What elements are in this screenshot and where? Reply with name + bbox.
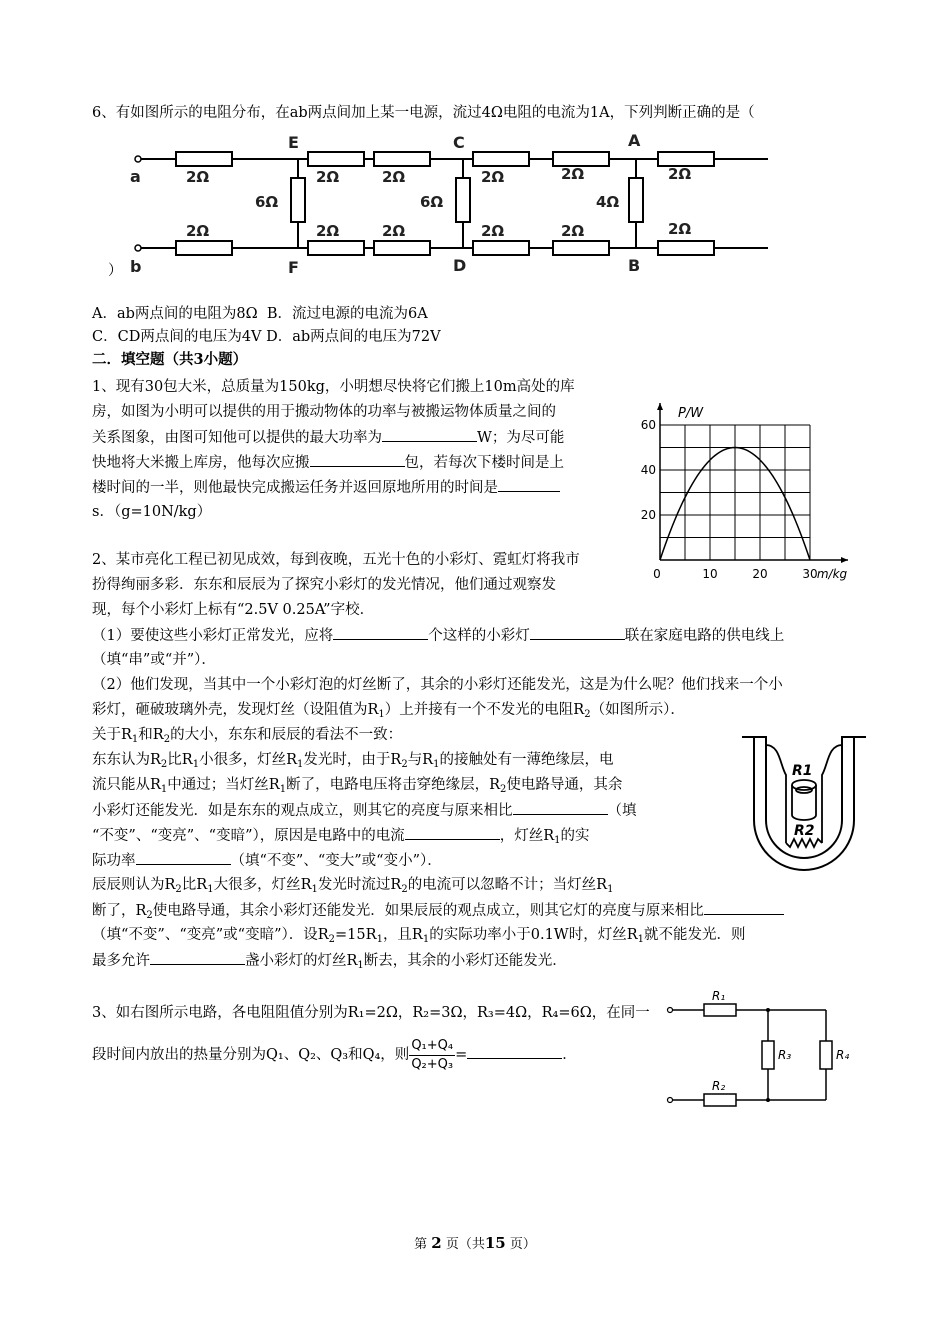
fig-label-r3: R₃ — [778, 1048, 792, 1062]
fraction: $\frac{\text{Q₁+Q₄}}{\text{Q₂+Q₃}}$ — [411, 1037, 454, 1072]
page-total: 15 — [484, 1234, 506, 1252]
fig-label-r1: R₁ — [712, 989, 726, 1003]
x-axis-arrow — [841, 557, 848, 563]
q2-line: “不变”、“变亮”、“变暗”），原因是电路中的电流 ，灯丝$R_1$的实 — [92, 825, 590, 846]
x-axis-label: m/kg — [816, 567, 848, 581]
x-tick-label: 20 — [752, 567, 768, 581]
x-tick-label: 30 — [802, 567, 818, 581]
resistor-label: 2Ω — [561, 222, 585, 240]
resistor-label: 2Ω — [561, 165, 585, 183]
resistor-label-6ohm: 6Ω — [420, 193, 444, 211]
node-d: D — [453, 256, 467, 275]
page-footer: 第 2 页（共15 页） — [414, 1234, 536, 1252]
q2-line: 辰辰则认为$R_2$比$R_1$大很多，灯丝$R_1$发光时流过$R_2$的电流可以忽略不计；当灯丝$R_1$ — [92, 877, 614, 895]
x-tick-label: 10 — [702, 567, 718, 581]
resistor-label: 2Ω — [382, 222, 406, 240]
resistor-label: 2Ω — [316, 222, 340, 240]
lamp-figure — [740, 735, 870, 885]
q1-line: s．（g=10N/kg） — [92, 504, 212, 520]
q6-circuit-figure — [128, 130, 773, 278]
answer-blank[interactable] — [405, 825, 500, 840]
q1-line: 关系图象，由图可知他可以提供的最大功率为 W；为尽可能 — [92, 427, 564, 448]
x-tick-label: 0 — [653, 567, 661, 581]
q2-line: （1）要使这些小彩灯正常发光，应将 个这样的小彩灯 联在家庭电路的供电线上 — [92, 625, 784, 646]
fig-label-r4: R₄ — [836, 1048, 850, 1062]
node-e: E — [288, 133, 299, 152]
node-b-upper: B — [628, 256, 641, 275]
resistor-label-6ohm: 6Ω — [255, 193, 279, 211]
answer-blank[interactable] — [150, 950, 245, 965]
q1-line: 1、现有30包大米，总质量为150kg，小明想尽快将它们搬上10m高处的库 — [92, 379, 575, 395]
q6-options-row2 — [92, 327, 441, 347]
y-axis-label: P/W — [678, 406, 704, 421]
answer-blank[interactable] — [333, 625, 428, 640]
q6-stem: 6、有如图所示的电阻分布，在ab两点间加上某一电源，流过4Ω电阻的电流为1A，下列判断正确的是（ — [92, 105, 755, 121]
q2-line: 最多允许 盏小彩灯的灯丝$R_1$断去，其余的小彩灯还能发光． — [92, 950, 567, 971]
q2-line: （填“不变”、“变亮”或“变暗”）．设$R_2=15R_1$，且$R_1$的实际功率小于0.1W时，灯丝$R_1$就不能发光．则 — [92, 927, 746, 945]
answer-blank[interactable] — [513, 800, 608, 815]
q6-options-row1 — [92, 304, 428, 324]
node-c: C — [453, 133, 465, 152]
answer-blank[interactable] — [530, 625, 625, 640]
fig-label-r2: R₂ — [712, 1079, 726, 1093]
answer-blank[interactable] — [310, 452, 405, 467]
q2-line: 际功率 （填“不变”、“变大”或“变小”）． — [92, 850, 442, 871]
q6-close-paren: ） — [108, 263, 123, 279]
node-a: a — [130, 167, 141, 186]
q3-line: 3、如右图所示电路，各电阻阻值分别为R₁=2Ω，R₂=3Ω，R₃=4Ω，R₄=6Ω，在同一 — [92, 1005, 650, 1021]
q2-line: 现，每个小彩灯上标有“2.5V 0.25A”字校． — [92, 602, 375, 618]
q2-line: 流只能从$R_1$中通过；当灯丝$R_1$断了，电路电压将击穿绝缘层，$R_2$使电路导通，其余 — [92, 777, 623, 795]
y-axis-arrow — [657, 403, 663, 410]
node-b: b — [130, 257, 142, 276]
answer-blank[interactable] — [704, 900, 784, 915]
resistor-label-4ohm: 4Ω — [596, 193, 620, 211]
y-tick-label: 20 — [640, 508, 656, 522]
q2-line: （填“串”或“并”）． — [92, 652, 216, 668]
node-f: F — [288, 258, 299, 277]
q1-line: 快地将大米搬上库房，他每次应搬 包，若每次下楼时间是上 — [92, 452, 564, 473]
answer-blank[interactable] — [136, 850, 231, 865]
option-c[interactable]: C．CD两点间的电压为4V — [92, 329, 262, 345]
option-a[interactable]: A．ab两点间的电阻为8Ω — [92, 306, 258, 322]
resistor-label: 2Ω — [481, 222, 505, 240]
fig-label-r1: R1 — [792, 763, 813, 779]
q2-line: 扮得绚丽多彩．东东和辰辰为了探究小彩灯的发光情况，他们通过观察发 — [92, 577, 556, 593]
power-mass-chart — [640, 400, 880, 585]
node-a-upper: A — [628, 131, 641, 150]
page-number: 2 — [431, 1234, 442, 1252]
option-b[interactable]: B．流过电源的电流为6A — [266, 306, 428, 322]
q1-line: 楼时间的一半，则他最快完成搬运任务并返回原地所用的时间是 — [92, 477, 560, 498]
y-tick-label: 60 — [640, 418, 656, 432]
q2-line: 彩灯，砸破玻璃外壳，发现灯丝（设阻值为$R_1$）上并接有一个不发光的电阻$R_2$（如图所示）． — [92, 702, 685, 720]
resistor-label: 2Ω — [382, 168, 406, 186]
resistor-label: 2Ω — [316, 168, 340, 186]
q2-line: （2）他们发现，当其中一个小彩灯泡的灯丝断了，其余的小彩灯还能发光，这是为什么呢？他们找来一个小 — [92, 677, 783, 693]
q2-line: 小彩灯还能发光．如是东东的观点成立，则其它的亮度与原来相比 （填 — [92, 800, 637, 821]
q1-line: 房，如图为小明可以提供的用于搬动物体的功率与被搬运物体质量之间的 — [92, 404, 556, 420]
option-d[interactable]: D．ab两点间的电压为72V — [266, 329, 441, 345]
answer-blank[interactable] — [467, 1044, 562, 1059]
resistor-label: 2Ω — [481, 168, 505, 186]
q3-line: 段时间内放出的热量分别为Q₁、Q₂、Q₃和Q₄，则 $\frac{\text{Q₁+Q₄}}{\text{Q₂+Q₃}}$ = ． — [92, 1037, 577, 1072]
fig-label-r2: R2 — [794, 823, 815, 839]
q2-line: 东东认为$R_2$比$R_1$小很多，灯丝$R_1$发光时，由于$R_2$与$R_1$的接触处有一薄绝缘层，电 — [92, 752, 614, 770]
q2-line: 2、某市亮化工程已初见成效，每到夜晚，五光十色的小彩灯、霓虹灯将我市 — [92, 552, 580, 568]
resistor-label: 2Ω — [186, 168, 210, 186]
resistor-label: 2Ω — [668, 165, 692, 183]
q2-line: 关于$R_1$和$R_2$的大小，东东和辰辰的看法不一致： — [92, 727, 403, 745]
q3-circuit-figure — [664, 985, 864, 1115]
section-title: 二．填空题（共3小题） — [92, 351, 248, 368]
q2-line: 断了，$R_2$使电路导通，其余小彩灯还能发光．如果辰辰的观点成立，则其它灯的亮度与原来相比 — [92, 900, 784, 921]
resistor-label: 2Ω — [186, 222, 210, 240]
y-tick-label: 40 — [640, 463, 656, 477]
resistor-label: 2Ω — [668, 220, 692, 238]
answer-blank[interactable] — [498, 477, 560, 492]
answer-blank[interactable] — [382, 427, 477, 442]
